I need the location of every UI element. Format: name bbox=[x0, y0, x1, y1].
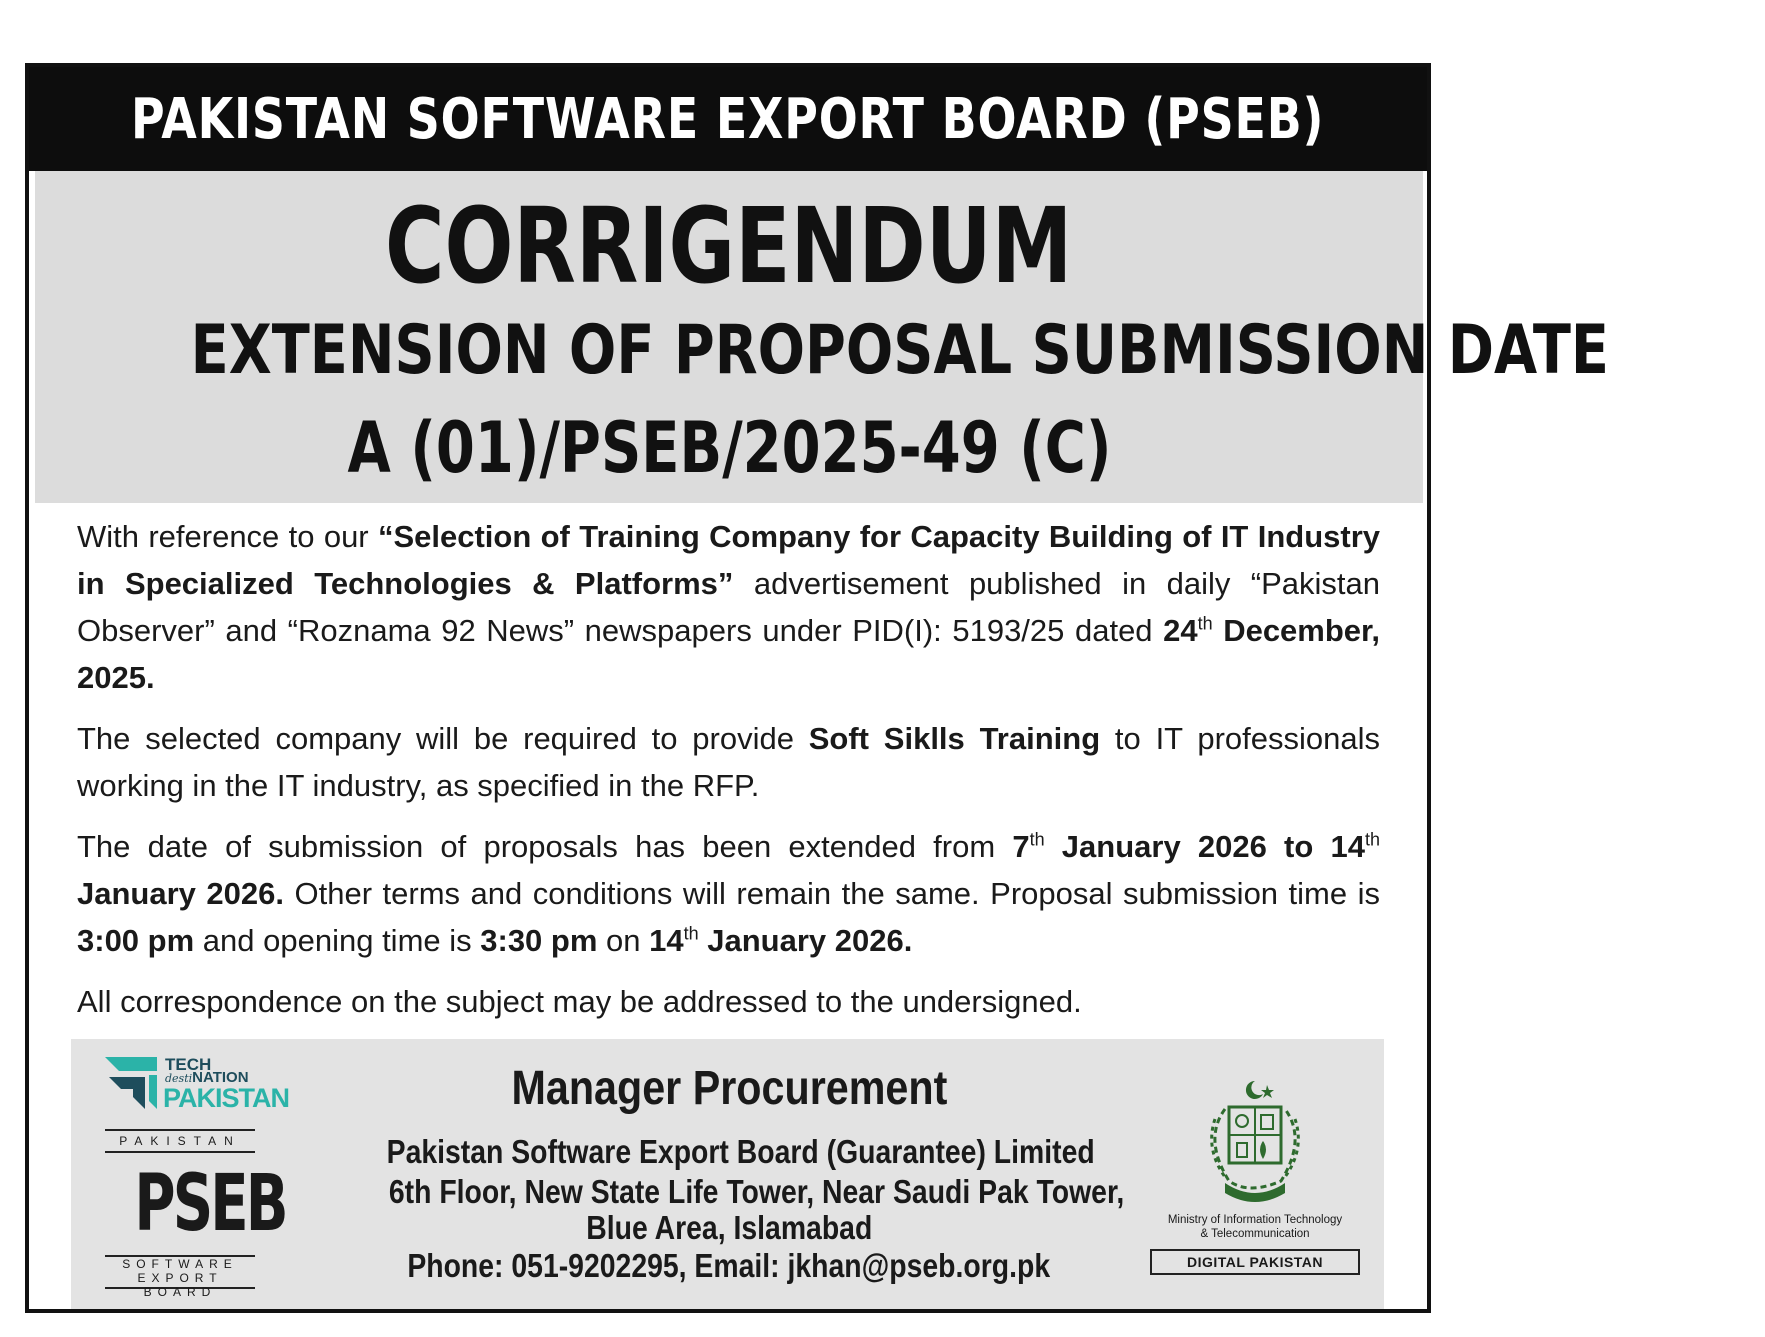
ministry-logo bbox=[1149, 1079, 1361, 1275]
notice-body bbox=[77, 513, 1380, 1039]
paragraph-scope: The selected company will be required to provide Soft Siklls Training to IT professionals working in the IT industry, as specified in the RFP. bbox=[77, 721, 1380, 803]
address-line-3: Blue Area, Islamabad bbox=[585, 1209, 873, 1246]
advertisement-frame bbox=[25, 63, 1610, 1313]
org-title-bar bbox=[29, 67, 1427, 171]
paragraph-extension: The date of submission of proposals has been extended from 7th January 2026 to 14th January 2026. Other terms and conditions will remain the same. Proposal submission time is 3:00 pm and opening time is 3:30 pm on 14th January 2026. bbox=[77, 829, 1381, 958]
tech-logo-line2: destiNATION bbox=[165, 1069, 249, 1086]
corrigendum-title: CORRIGENDUM bbox=[385, 185, 1073, 307]
state-emblem-pakistan-icon bbox=[1195, 1079, 1315, 1209]
reference-number: A (01)/PSEB/2025-49 (C) bbox=[346, 407, 1111, 489]
paragraph-reference: With reference to our “Selection of Training Company for Capacity Building of IT Industry in Specialized Technologies & Platforms” advertisement published in daily “Pakistan Observer” and “Roznama 92 News” newspapers under PID(I): 5193/25 dated 24th December, 2025. bbox=[77, 519, 1381, 695]
pseb-logo bbox=[105, 1129, 286, 1299]
tech-logo-line3: PAKISTAN bbox=[163, 1083, 289, 1113]
tech-logo-line1: TECH bbox=[165, 1055, 212, 1074]
tech-destination-logo bbox=[105, 1053, 315, 1117]
footer-panel bbox=[71, 1039, 1384, 1309]
pseb-logo-bottom: SOFTWARE EXPORT BOARD bbox=[105, 1255, 255, 1289]
org-title: PAKISTAN SOFTWARE EXPORT BOARD (PSEB) bbox=[131, 86, 1325, 152]
pseb-logo-top: PAKISTAN bbox=[105, 1129, 255, 1153]
tech-destination-arrow-icon bbox=[105, 1057, 157, 1109]
headline-box bbox=[35, 171, 1610, 503]
digital-pakistan-badge: DIGITAL PAKISTAN bbox=[1150, 1249, 1360, 1275]
pseb-logo-main: PSEB bbox=[134, 1159, 286, 1249]
subject-title: EXTENSION OF PROPOSAL SUBMISSION DATE bbox=[190, 311, 1610, 390]
signatory-title: Manager Procurement bbox=[511, 1062, 947, 1115]
ministry-name: Ministry of Information Technology & Telecommunication bbox=[1167, 1214, 1343, 1240]
paragraph-correspondence: All correspondence on the subject may be addressed to the undersigned. bbox=[77, 984, 1082, 1019]
contact-phone-email: Phone: 051-9202295, Email: jkhan@pseb.org.pk bbox=[407, 1247, 1051, 1284]
address-line-2: 6th Floor, New State Life Tower, Near Saudi Pak Tower, bbox=[388, 1173, 1125, 1210]
address-line-1: Pakistan Software Export Board (Guarantee) Limited bbox=[386, 1133, 1095, 1170]
